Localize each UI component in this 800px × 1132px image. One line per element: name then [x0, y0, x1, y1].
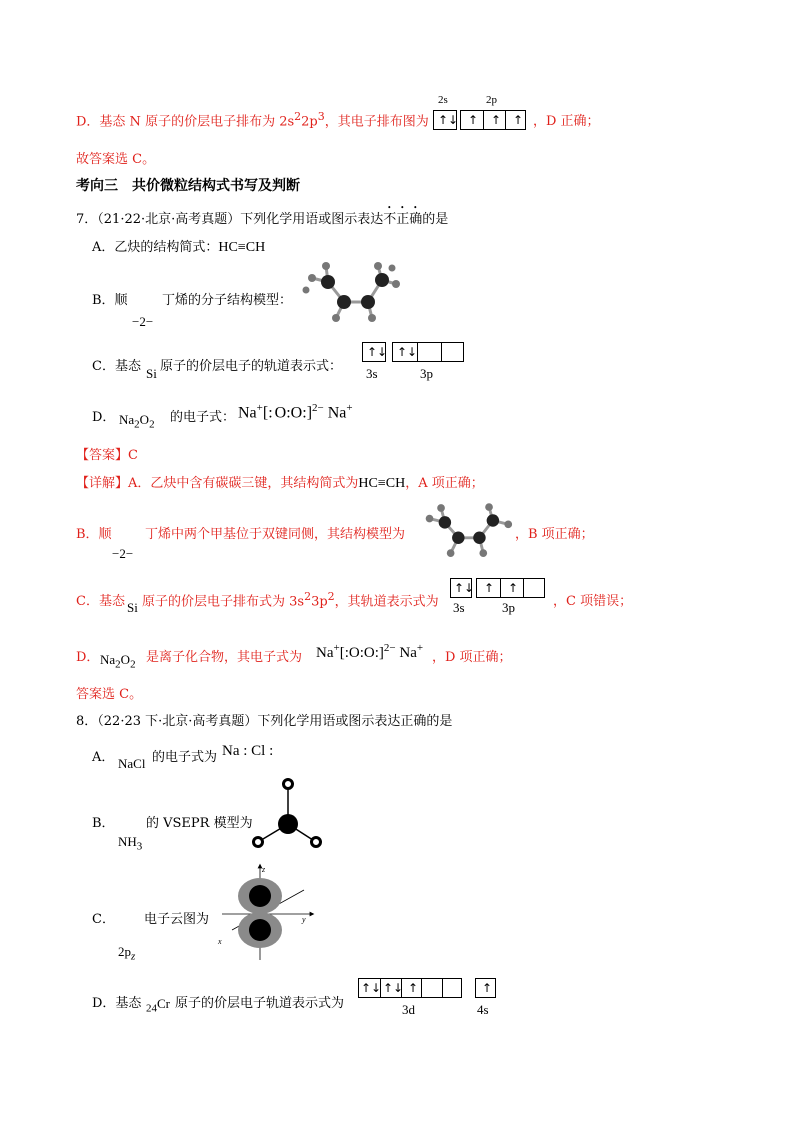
electron-cloud-diagram	[212, 862, 322, 962]
q7-answer	[76, 444, 138, 463]
detail-c-text: 原子的价层电子排布式为 3s	[142, 594, 305, 610]
q7-orbital-3s	[362, 342, 386, 362]
orbital-cell	[380, 979, 404, 997]
q7-detail-label-3s: 3s	[453, 600, 465, 615]
answer-value: C	[128, 448, 138, 463]
sub: 3	[136, 840, 143, 853]
2p: 2p	[118, 944, 131, 959]
up-arrow-icon: ↑	[484, 581, 495, 595]
orbital-cell	[477, 579, 500, 597]
detail-a-end: ，A 项正确；	[405, 476, 484, 491]
q7-option-b-sub: −2−	[132, 314, 154, 329]
orbital-2s-box	[433, 110, 457, 130]
orbital-cell	[483, 111, 505, 129]
prev-d-text: D．基态 N 原子的价层电子排布为 2s	[76, 114, 295, 130]
orbital-2p-box	[460, 110, 526, 130]
updown-arrow-icon: ↑↓	[367, 345, 388, 359]
q8-option-a-label: A．	[92, 750, 115, 765]
q7-option-c-label: C．基态	[92, 359, 141, 374]
q8-option-b-label: B．	[92, 816, 115, 831]
updown-arrow-icon: ↑↓	[454, 581, 475, 595]
up-arrow-icon: ↑	[468, 113, 479, 127]
sub: 2	[130, 658, 136, 671]
updown-arrow-icon: ↑↓	[438, 113, 459, 127]
orbital-cell	[441, 343, 465, 361]
q7-stem-text: 7．（21·22·北京·高考真题）下列化学用语或图示表达	[76, 212, 384, 227]
sub: z	[131, 950, 136, 963]
q7-detail-d-end: ，D 项正确；	[432, 650, 512, 665]
o: O	[348, 645, 360, 661]
q7-stem	[76, 204, 448, 227]
orbital-cell	[523, 579, 546, 597]
orbital-cell	[393, 343, 417, 361]
q7-option-b-label: B．顺	[92, 293, 128, 308]
up-arrow-icon: ↑	[408, 981, 419, 995]
q7-stem-emphasis: 不正确	[383, 212, 423, 227]
q7-detail-b: B．顺	[76, 527, 112, 542]
updown-arrow-icon: ↑↓	[383, 981, 404, 995]
q7-detail-b-mid: 丁烯中两个甲基位于双键同侧，其结构模型为	[145, 527, 406, 542]
q8-d-text: 原子的价层电子轨道表示式为	[175, 996, 345, 1011]
atomic-number: 24	[146, 1002, 157, 1015]
section-title: 考向三 共价微粒结构式书写及判断	[76, 178, 300, 194]
detail-a: A．乙炔中含有碳碳三键，其结构简式为	[128, 476, 359, 491]
prev-option-d	[76, 110, 429, 129]
q7-detail-c: C．基态	[76, 594, 125, 609]
sub: 2	[134, 418, 140, 431]
charge: +	[416, 642, 424, 654]
nh: NH	[118, 834, 137, 849]
up-arrow-icon: ↑	[508, 581, 519, 595]
q7-detail-b-end: ，B 项正确；	[515, 527, 594, 542]
q7-option-c-element: Si	[146, 366, 157, 381]
charge: 2−	[383, 642, 396, 654]
q7-detail-a	[76, 472, 484, 492]
q7-a-formula: HC≡CH	[218, 240, 266, 255]
o: O	[363, 645, 375, 661]
q8-a-formula: NaCl	[118, 756, 146, 771]
q8-option-d-label: D．基态	[92, 996, 142, 1011]
sub: 2	[149, 418, 155, 431]
q8-a-text: 的电子式为	[152, 750, 218, 765]
vsepr-model	[248, 776, 328, 856]
na: Na	[316, 645, 334, 661]
axis-z-label: z	[262, 865, 266, 874]
detail-tag: 【详解】	[76, 476, 129, 491]
charge: +	[346, 402, 353, 414]
q7-detail-d-mid: 是离子化合物，其电子式为	[146, 650, 303, 665]
q8-stem: 8．（22·23 下·北京·高考真题）下列化学用语或图示表达正确的是	[76, 714, 453, 729]
na: Na	[327, 404, 347, 422]
q7-d-formula	[119, 412, 155, 431]
detail-a-formula: HC≡CH	[358, 476, 406, 491]
updown-arrow-icon: ↑↓	[397, 345, 418, 359]
sup: 2	[327, 590, 335, 603]
cr: Cr	[157, 996, 170, 1011]
q7-d-label: D．	[92, 410, 116, 425]
q7-stem-end: 的是	[422, 212, 449, 227]
up-arrow-icon: ↑	[482, 981, 493, 995]
charge: +	[333, 642, 340, 654]
cis-butene-model-detail	[418, 503, 514, 561]
q7-detail-d-electron-formula: Na+[:O:O:]$^{2-}$ Na+	[316, 642, 424, 661]
detail-c-text2: ，其轨道表示式为	[334, 594, 439, 610]
q7-detail-orbital-3s	[450, 578, 475, 598]
q7-detail-d: D．	[76, 650, 100, 665]
prev-d-mid: 2p	[301, 114, 318, 130]
q7-orbital-3p	[392, 342, 464, 362]
label-2p: 2p	[486, 94, 497, 106]
q8-b-text: 的 VSEPR 模型为	[146, 816, 253, 831]
prev-d-suffix: ，其电子排布图为	[324, 114, 429, 130]
orbital-cell	[417, 343, 441, 361]
orbital-cell	[421, 979, 442, 997]
q8-option-c-label: C．	[92, 912, 115, 927]
q7-option-a	[92, 236, 265, 256]
sup: 2	[304, 590, 312, 603]
orbital-cell	[505, 111, 527, 129]
q7-detail-c-end: ，C 项错误；	[553, 594, 633, 609]
q7-detail-label-3p: 3p	[502, 600, 515, 615]
charge: +	[256, 402, 263, 414]
q7-d-electron-formula: Na+[:O:O:]$^{2-}$ Na+	[238, 402, 353, 422]
q7-d-text: 的电子式：	[170, 410, 236, 425]
detail-c-3p: 3p	[311, 594, 328, 610]
orbital-cell	[359, 979, 380, 997]
orbital-cell	[401, 979, 421, 997]
q7-a-label: A．乙炔的结构简式：	[92, 240, 219, 255]
up-arrow-icon: ↑	[513, 113, 524, 127]
charge: 2−	[312, 402, 324, 414]
q7-option-d	[92, 406, 115, 425]
q7-answer-end: 答案选 C。	[76, 687, 143, 702]
sub: 2	[115, 658, 121, 671]
label-2s: 2s	[438, 94, 448, 106]
orbital-cell	[461, 111, 483, 129]
q8-orbital-3d	[358, 978, 462, 998]
sup: 2	[294, 110, 302, 123]
o: O	[139, 412, 150, 427]
q8-c-formula	[118, 944, 135, 963]
q7-option-b-text: 丁烯的分子结构模型：	[162, 293, 293, 308]
q7-detail-c-mid	[142, 590, 439, 609]
prev-answer: 故答案选 C。	[76, 152, 156, 167]
q8-d-element	[146, 996, 170, 1015]
sup: 3	[317, 110, 325, 123]
axis-y-label: y	[302, 915, 306, 924]
axis-x-label: x	[218, 937, 222, 946]
o: O	[274, 404, 287, 422]
q8-orbital-4s	[475, 978, 496, 998]
na: Na	[238, 404, 257, 422]
q7-option-c-text: 原子的价层电子的轨道表示式：	[160, 359, 343, 374]
q8-label-4s: 4s	[477, 1002, 489, 1017]
na: Na	[119, 412, 135, 427]
o: O	[120, 652, 131, 667]
q7-detail-c-el: Si	[127, 600, 138, 615]
o: O	[290, 404, 303, 422]
q7-detail-d-formula	[100, 652, 136, 671]
q7-label-3p: 3p	[420, 366, 433, 381]
up-arrow-icon: ↑	[491, 113, 502, 127]
q8-c-text: 电子云图为	[144, 912, 210, 927]
q8-b-formula	[118, 834, 142, 853]
prev-d-end: ，D 正确；	[533, 114, 600, 129]
cis-butene-model	[300, 260, 400, 330]
na: Na	[100, 652, 116, 667]
q7-detail-b-sub: −2−	[112, 546, 134, 561]
orbital-cell	[442, 979, 463, 997]
answer-tag: 【答案】	[76, 448, 129, 463]
q7-detail-orbital-3p	[476, 578, 545, 598]
updown-arrow-icon: ↑↓	[361, 981, 382, 995]
q7-label-3s: 3s	[366, 366, 378, 381]
na: Na	[399, 645, 417, 661]
q8-a-electron-formula: Na : Cl :	[222, 743, 274, 759]
orbital-cell	[500, 579, 523, 597]
q8-label-3d: 3d	[402, 1002, 415, 1017]
